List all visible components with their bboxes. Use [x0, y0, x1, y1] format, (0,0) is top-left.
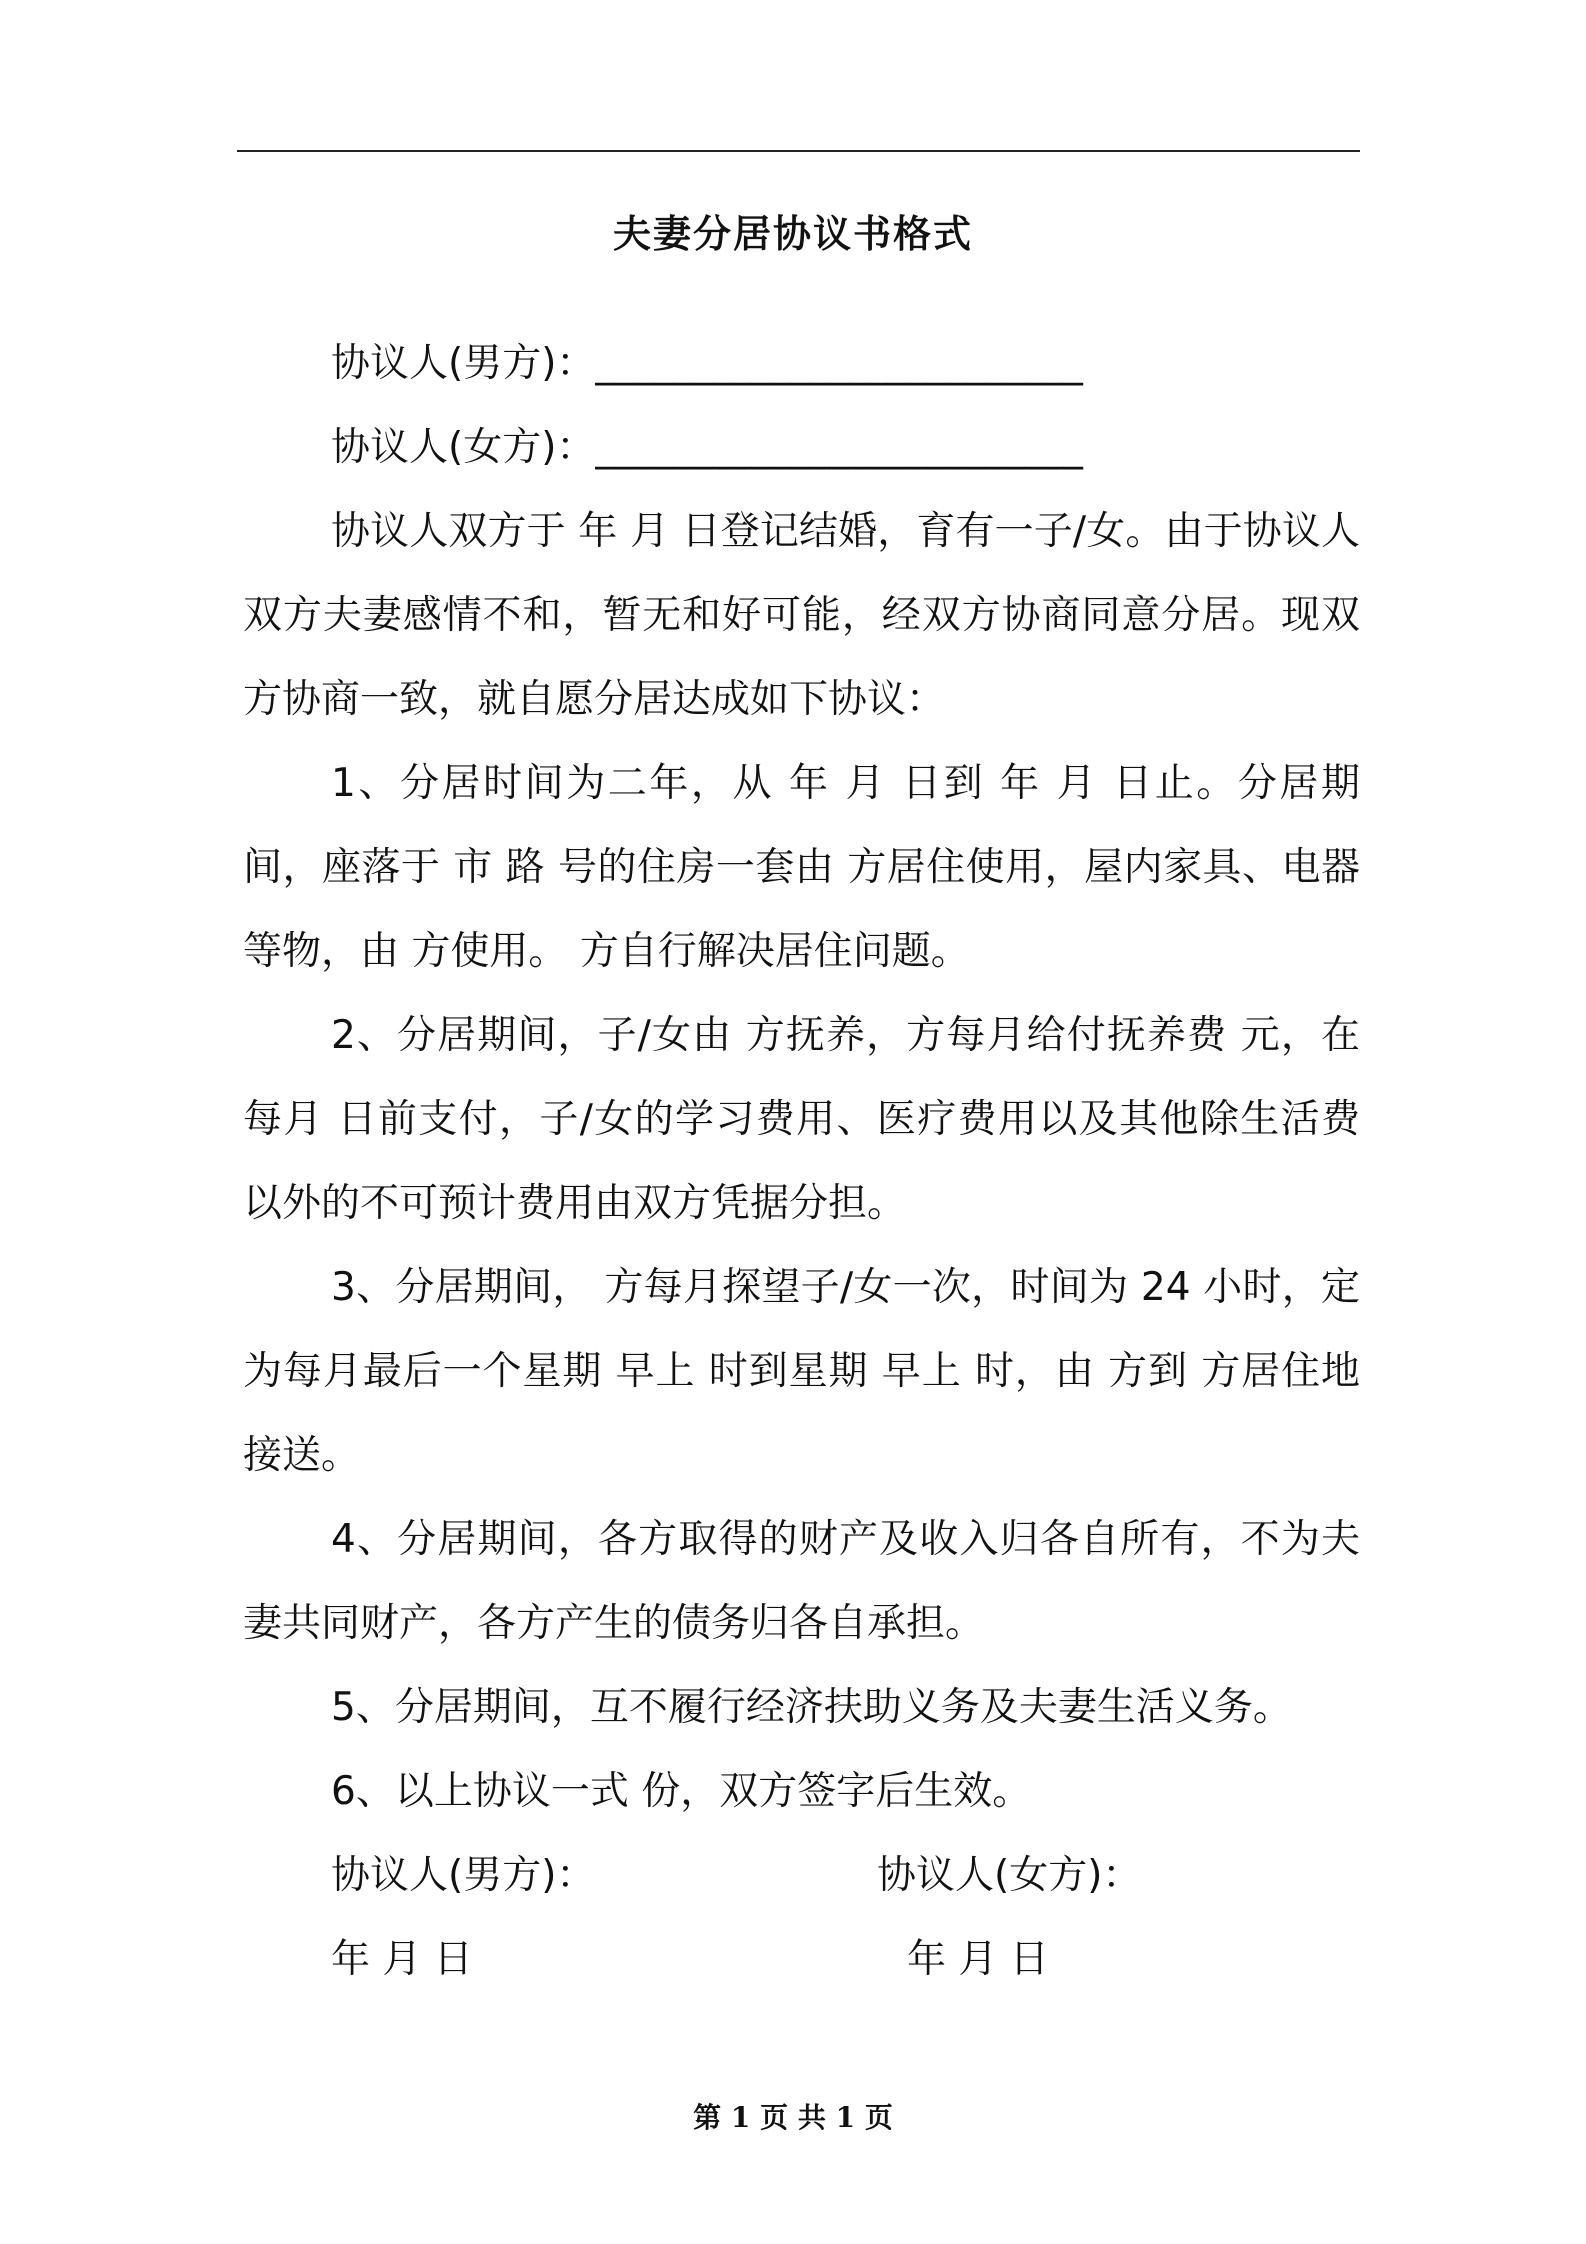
signature-male: 协议人(男方)： [331, 1853, 596, 1898]
intro-paragraph: 协议人双方于 年 月 日登记结婚，育有一子/女。由于协议人双方夫妻感情不和，暂无和好可能，经双方协商同意分居。现双方协商一致，就自愿分居达成如下协议： [243, 509, 1360, 722]
clause-2: 2、分居期间，子/女由 方抚养，方每月给付抚养费 元，在每月 日前支付，子/女的学习费用、医疗费用以及其他除生活费以外的不可预计费用由双方凭据分担。 [243, 1013, 1360, 1226]
document-title: 夫妻分居协议书格式 [612, 212, 973, 256]
document-body [243, 322, 1360, 2002]
signature-row [243, 1834, 1360, 1918]
date-row [243, 1918, 1360, 2002]
clause-3: 3、分居期间， 方每月探望子/女一次，时间为 24 小时，定为每月最后一个星期 早上 时到星期 早上 时，由 方到 方居住地接送。 [243, 1265, 1360, 1478]
party-female-line: 协议人(女方)：_________________________ [331, 425, 1083, 470]
clause-6: 6、以上协议一式 份，双方签字后生效。 [331, 1769, 1032, 1814]
clause-4: 4、分居期间，各方取得的财产及收入归各自所有，不为夫妻共同财产，各方产生的债务归各自承担。 [243, 1517, 1360, 1646]
header-rule [237, 150, 1360, 152]
clause-1: 1、分居时间为二年，从 年 月 日到 年 月 日止。分居期间，座落于 市 路 号的住房一套由 方居住使用，屋内家具、电器等物，由 方使用。 方自行解决居住问题。 [243, 761, 1360, 974]
date-left: 年 月 日 [331, 1937, 473, 1982]
page-number: 第 1 页 共 1 页 [693, 2101, 893, 2134]
party-male-line: 协议人(男方)：_________________________ [331, 341, 1083, 386]
signature-female: 协议人(女方)： [877, 1853, 1142, 1898]
date-right: 年 月 日 [907, 1937, 1049, 1982]
clause-5: 5、分居期间，互不履行经济扶助义务及夫妻生活义务。 [331, 1685, 1292, 1730]
